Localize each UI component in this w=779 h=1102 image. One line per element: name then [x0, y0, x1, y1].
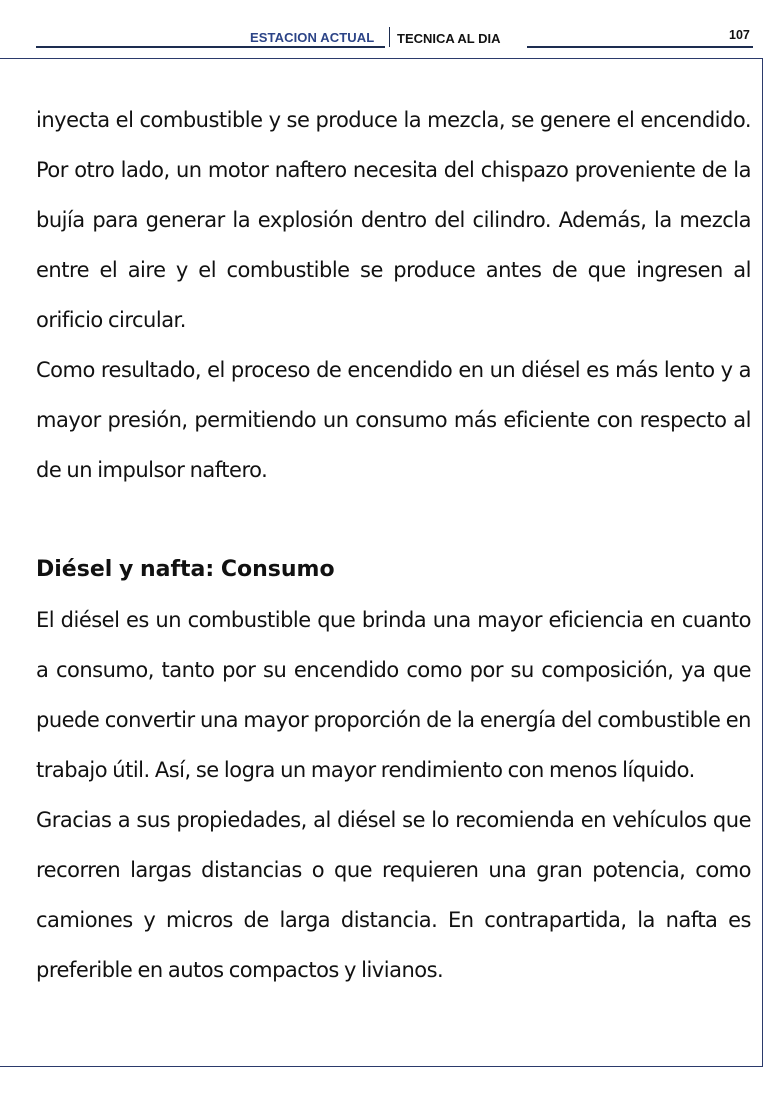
section-heading: Diésel y nafta: Consumo — [36, 557, 335, 582]
paragraph: Como resultado, el proceso de encendido en un diésel es más lento y a mayor presión, permitiendo un consumo más eficiente con respecto al de un impulsor naftero. — [36, 358, 751, 482]
header-rule-right — [527, 46, 753, 48]
paragraph: El diésel es un combustible que brinda una mayor eficiencia en cuanto a consumo, tanto por su encendido como por su composición, ya que puede convertir una mayor proporción de la energía del combustible en trabajo útil. Así, se logra un mayor rendimiento con menos líquido. — [36, 608, 751, 782]
paragraph: inyecta el combustible y se produce la mezcla, se genere el encendido. Por otro lado, un motor naftero necesita del chispazo proveniente de la bujía para generar la explosión dentro del cilindro. Además, la mezcla entre el aire y el combustible se produce antes de que ingresen al orificio circular. — [36, 108, 751, 332]
header-rule-left — [36, 46, 385, 48]
header-separator — [389, 27, 390, 47]
page-number: 107 — [729, 28, 750, 42]
header-section-label: ESTACION ACTUAL — [250, 30, 375, 45]
paragraph: Gracias a sus propiedades, al diésel se lo recomienda en vehículos que recorren largas distancias o que requieren una gran potencia, como camiones y micros de larga distancia. En contrapartida, la nafta es preferible en autos compactos y livianos. — [36, 808, 751, 982]
article-body — [36, 95, 751, 995]
header-subsection-label: TECNICA AL DIA — [397, 31, 501, 46]
